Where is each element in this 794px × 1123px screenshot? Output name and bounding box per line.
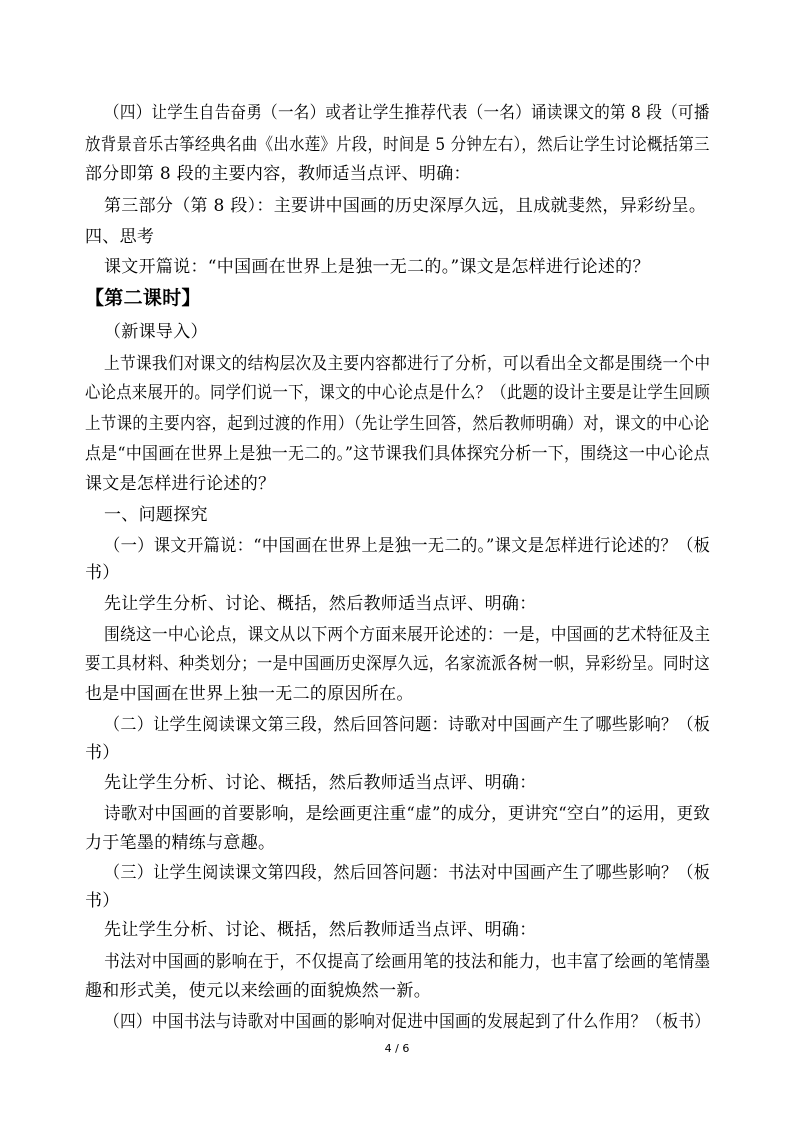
paragraph-line: （四）让学生自告奋勇（一名）或者让学生推荐代表（一名）诵读课文的第 8 段（可播 (104, 103, 710, 123)
paragraph-line: 力于笔墨的精练与意趣。 (85, 833, 276, 853)
paragraph-line: 点是“中国画在世界上是独一无二的。”这节课我们具体探究分析一下，围绕这一中心论点 (85, 444, 710, 464)
paragraph-line: 上节课我们对课文的结构层次及主要内容都进行了分析，可以看出全文都是围绕一个中 (104, 354, 711, 374)
paragraph-line: 课文是怎样进行论述的？ (85, 474, 276, 494)
paragraph-line: 也是中国画在世界上独一无二的原因所在。 (85, 684, 414, 704)
page-number: 4 / 6 (384, 1042, 410, 1055)
paragraph-line: 先让学生分析、讨论、概括，然后教师适当点评、明确： (104, 773, 537, 793)
paragraph-line: 要工具材料、种类划分；一是中国画历史深厚久远，名家流派各树一帜，异彩纷呈。同时这 (85, 654, 710, 674)
paragraph-line: 先让学生分析、讨论、概括，然后教师适当点评、明确： (104, 920, 537, 940)
question-line: 书） (85, 743, 120, 763)
paragraph-line: 上节课的主要内容，起到过渡的作用）（先让学生回答，然后教师明确）对，课文的中心论 (85, 414, 710, 434)
paragraph-line: 放背景音乐古筝经典名曲《出水莲》片段，时间是 5 分钟左右），然后让学生讨论概括第三 (85, 135, 710, 155)
paragraph-line: 围绕这一中心论点，课文从以下两个方面来展开论述的：一是，中国画的艺术特征及主 (104, 625, 711, 645)
question-line: 书） (85, 891, 120, 911)
lesson-heading: 【第二课时】 (85, 287, 201, 309)
question-line: （一）课文开篇说：“中国画在世界上是独一无二的。”课文是怎样进行论述的？（板 (104, 536, 711, 556)
paragraph-line: 第三部分（第 8 段）：主要讲中国画的历史深厚久远，且成就斐然，异彩纷呈。 (104, 196, 707, 216)
paragraph-line: 部分即第 8 段的主要内容，教师适当点评、明确： (85, 164, 471, 184)
paragraph-line: 书法对中国画的影响在于，不仅提高了绘画用笔的技法和能力，也丰富了绘画的笔情墨 (104, 952, 711, 972)
question-line: （四）中国书法与诗歌对中国画的影响对促进中国画的发展起到了什么作用？（板书） (104, 1012, 711, 1032)
section-heading: 一、问题探究 (104, 505, 208, 525)
paragraph-line: 诗歌对中国画的首要影响，是绘画更注重“虚”的成分，更讲究“空白”的运用，更致 (104, 804, 711, 824)
paragraph-line: 先让学生分析、讨论、概括，然后教师适当点评、明确： (104, 594, 537, 614)
subheading: （新课导入） (104, 322, 208, 342)
question-line: 书） (85, 563, 120, 583)
question-line: （二）让学生阅读课文第三段，然后回答问题：诗歌对中国画产生了哪些影响？（板 (104, 715, 711, 735)
section-heading: 四、思考 (85, 227, 155, 247)
paragraph-line: 心论点来展开的。同学们说一下，课文的中心论点是什么？（此题的设计主要是让学生回顾 (85, 383, 710, 403)
paragraph-line: 课文开篇说：“中国画在世界上是独一无二的。”课文是怎样进行论述的？ (104, 257, 650, 277)
paragraph-line: 趣和形式美，使元以来绘画的面貌焕然一新。 (85, 981, 431, 1001)
question-line: （三）让学生阅读课文第四段，然后回答问题：书法对中国画产生了哪些影响？（板 (104, 863, 711, 883)
